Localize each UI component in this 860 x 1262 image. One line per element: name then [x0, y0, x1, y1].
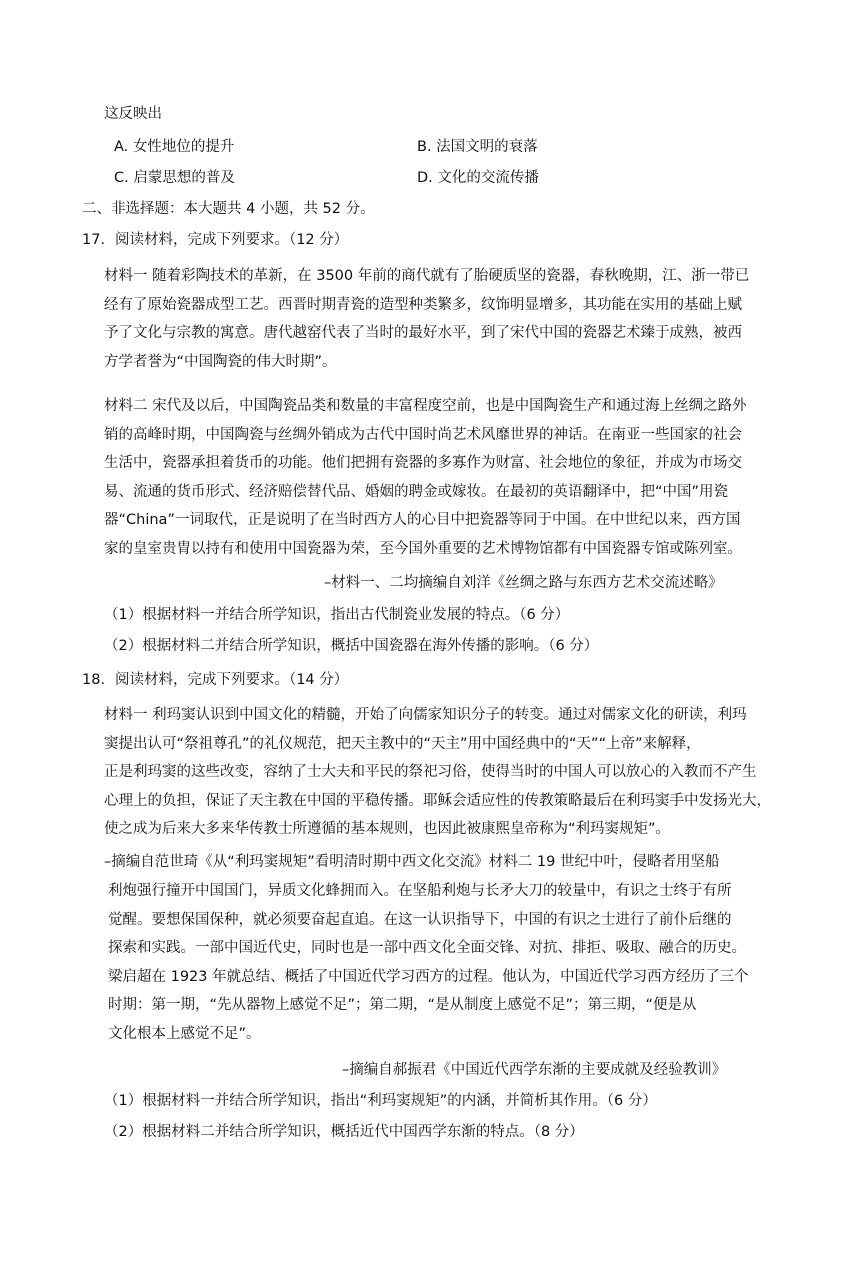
paragraph-line: 易、流通的货币形式、经济赔偿替代品、婚姻的聘金或嫁妆。在最初的英语翻译中，把“中国”用瓷 — [104, 483, 729, 500]
paragraph-line: 材料一 随着彩陶技术的革新，在 3500 年前的商代就有了胎硬质坚的瓷器，春秋晚期，江、浙一带已 — [104, 268, 750, 284]
paragraph-line: 梁启超在 1923 年就总结、概括了中国近代学习西方的过程。他认为，中国近代学习西方经历了三个 — [108, 968, 749, 985]
paragraph-line: 经有了原始瓷器成型工艺。西晋时期青瓷的造型种类繁多，纹饰明显增多，其功能在实用的基础上赋 — [104, 296, 742, 313]
q17-material-2 — [104, 392, 747, 563]
q16-option-a: A. 女性地位的提升 — [114, 139, 235, 155]
q17-source: –材料一、二均摘编自刘洋《丝绸之路与东西方艺术交流述略》 — [324, 575, 723, 591]
q16-option-c: C. 启蒙思想的普及 — [114, 170, 235, 186]
paragraph-line: 器“China”一词取代，正是说明了在当时西方人的心目中把瓷器等同于中国。在中世纪以来，西方国 — [104, 512, 741, 528]
paragraph-line: 觉醒。要想保国保种，就必须要奋起直追。在这一认识指导下，中国的有识之士进行了前仆后继的 — [108, 911, 732, 928]
q17-material-1 — [104, 262, 749, 376]
q16-option-d: D. 文化的交流传播 — [417, 170, 539, 186]
paragraph-line: 予了文化与宗教的寓意。唐代越窑代表了当时的最好水平，到了宋代中国的瓷器艺术臻于成熟，被西 — [104, 325, 742, 341]
q18-title: 18．阅读材料，完成下列要求。（14 分） — [82, 672, 349, 688]
q17-title: 17．阅读材料，完成下列要求。（12 分） — [82, 232, 349, 248]
paragraph-line: 心理上的负担，保证了天主教在中国的平稳传播。耶稣会适应性的传教策略最后在利玛窦手中发扬光大， — [104, 792, 771, 809]
paragraph-line: 窦提出认可“祭祖尊孔”的礼仪规范，把天主教中的“天主”用中国经典中的“天”“上帝”来解释， — [104, 735, 701, 752]
q18-sub-question-2: （2）根据材料二并结合所学知识，概括近代中国西学东渐的特点。（8 分） — [104, 1124, 584, 1140]
paragraph-line: 家的皇室贵胄以持有和使用中国瓷器为荣，至今国外重要的艺术博物馆都有中国瓷器专馆或陈列室。 — [104, 540, 742, 557]
paragraph-line: 生活中，瓷器承担着货币的功能。他们把拥有瓷器的多寡作为财富、社会地位的象征，并成为市场交 — [104, 455, 742, 471]
q18-source-2: –摘编自郝振君《中国近代西学东渐的主要成就及经验教训》 — [342, 1062, 727, 1078]
paragraph-line: 正是利玛窦的这些改变，容纳了士大夫和平民的祭祀习俗，使得当时的中国人可以放心的入教而不产生 — [104, 764, 757, 780]
paragraph-line: 材料二 宋代及以后，中国陶瓷品类和数量的丰富程度空前，也是中国陶瓷生产和通过海上丝绸之路外 — [104, 398, 747, 414]
paragraph-line: 使之成为后来大多来华传教士所遵循的基本规则，也因此被康熙皇帝称为“利玛窦规矩”。 — [104, 821, 671, 837]
q17-sub-question-2: （2）根据材料二并结合所学知识，概括中国瓷器在海外传播的影响。（6 分） — [104, 638, 599, 654]
q18-sub-question-1: （1）根据材料一并结合所学知识，指出“利玛窦规矩”的内涵，并简析其作用。（6 分） — [104, 1093, 657, 1109]
q18-material-2 — [108, 877, 749, 1048]
paragraph-line: 利炮强行撞开中国国门，异质文化蜂拥而入。在坚船利炮与长矛大刀的较量中，有识之士终于有所 — [108, 883, 732, 899]
q18-source-1-and-material-2-start: –摘编自范世琦《从“利玛窦规矩”看明清时期中西文化交流》材料二 19 世纪中叶，侵略者用坚船 — [104, 854, 720, 870]
q16-stem-end: 这反映出 — [104, 106, 162, 122]
section-heading: 二、非选择题：本大题共 4 小题，共 52 分。 — [82, 201, 375, 217]
q18-material-1 — [104, 701, 771, 844]
paragraph-line: 销的高峰时期，中国陶瓷与丝绸外销成为古代中国时尚艺术风靡世界的神话。在南亚一些国家的社会 — [104, 426, 742, 443]
paragraph-line: 方学者誉为“中国陶瓷的伟大时期”。 — [104, 353, 337, 370]
paragraph-line: 时期：第一期，“先从器物上感觉不足”；第二期，“是从制度上感觉不足”；第三期，“便是从 — [108, 997, 697, 1013]
paragraph-line: 材料一 利玛窦认识到中国文化的精髓，开始了向儒家知识分子的转变。通过对儒家文化的研读，利玛 — [104, 707, 747, 723]
paragraph-line: 探索和实践。一部中国近代史，同时也是一部中西文化全面交锋、对抗、排拒、吸取、融合的历史。 — [108, 940, 746, 956]
q16-option-b: B. 法国文明的衰落 — [417, 139, 538, 155]
paragraph-line: 文化根本上感觉不足”。 — [108, 1025, 261, 1042]
q17-sub-question-1: （1）根据材料一并结合所学知识，指出古代制瓷业发展的特点。（6 分） — [104, 607, 570, 623]
